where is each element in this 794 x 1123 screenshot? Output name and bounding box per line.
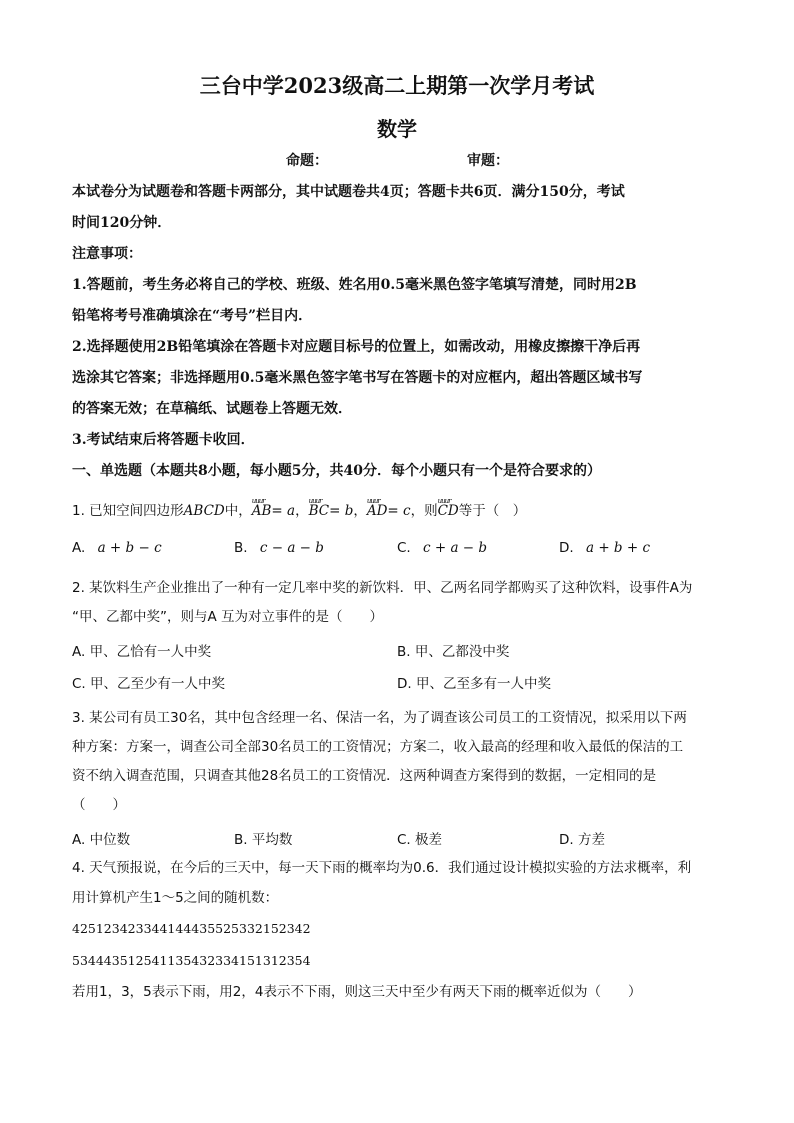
exam-subject: 数学 [377, 117, 417, 141]
question-3-line-1: 3. 某公司有员工30名，其中包含经理一名、保洁一名，为了调查该公司员工的工资情况，拟采用以下两 [72, 710, 687, 726]
option-letter: A. [72, 540, 86, 556]
q3-option-b[interactable]: B. 平均数 [234, 832, 293, 848]
author-label: 命题： [286, 153, 328, 169]
reviewer-label: 审题： [467, 153, 509, 169]
note-2-line-2: 选涂其它答案；非选择题用0.5毫米黑色签字笔书写在答题卡的对应框内，超出答题区域书写 [72, 370, 643, 386]
option-expr: a + b + c [585, 540, 651, 556]
intro-line-2: 时间120分钟． [72, 215, 172, 231]
q3-option-a[interactable]: A. 中位数 [72, 832, 131, 848]
q1-then: ，则 [410, 503, 438, 519]
vector-bc: uuur BC [309, 497, 330, 525]
q1-mid: 中， [224, 503, 252, 519]
q1-option-d[interactable] [559, 540, 650, 556]
question-4-line-1: 4. 天气预报说，在今后的三天中，每一天下雨的概率均为0.6．我们通过设计模拟实验的方法求概率，利 [72, 860, 692, 876]
question-2-line-1: 2. 某饮料生产企业推出了一种有一定几率中奖的新饮料．甲、乙两名同学都购买了这种饮料，设事件A为 [72, 580, 693, 596]
q2-option-b[interactable]: B. 甲、乙都没中奖 [397, 644, 510, 660]
exam-title: 三台中学2023级高二上期第一次学月考试 [199, 73, 595, 98]
question-4-line-3: 若用1，3，5表示下雨，用2，4表示不下雨，则这三天中至少有两天下雨的概率近似为（ ） [72, 984, 642, 1000]
option-letter: B. [234, 540, 248, 556]
note-1-line-1: 1.答题前，考生务必将自己的学校、班级、姓名用0.5毫米黑色签字笔填写清楚，同时用2B [72, 277, 637, 293]
q1-option-a[interactable] [72, 540, 162, 556]
note-1-line-2: 铅笔将考号准确填涂在“考号”栏目内． [72, 308, 313, 324]
q2-option-d[interactable]: D. 甲、乙至多有一人中奖 [397, 676, 551, 692]
q1-suffix: 等于（ ） [458, 503, 527, 519]
q3-option-c[interactable]: C. 极差 [397, 832, 443, 848]
note-2-line-3: 的答案无效；在草稿纸、试题卷上答题无效． [72, 401, 352, 417]
vector-ab: uuur AB [252, 497, 272, 525]
q1-eq-c: = c [387, 503, 411, 519]
q2-option-a[interactable]: A. 甲、乙恰有一人中奖 [72, 644, 212, 660]
question-3-line-4: （ ） [72, 797, 126, 813]
note-3: 3.考试结束后将答题卡收回． [72, 432, 255, 448]
q1-option-b[interactable] [234, 540, 324, 556]
question-3-line-3: 资不纳入调查范围，只调查其他28名员工的工资情况．这两种调查方案得到的数据，一定相同的是 [72, 768, 657, 784]
question-3-line-2: 种方案：方案一，调查公司全部30名员工的工资情况；方案二，收入最高的经理和收入最低的保洁的工 [72, 739, 684, 755]
option-letter: C. [397, 540, 411, 556]
q3-option-d[interactable]: D. 方差 [559, 832, 605, 848]
option-letter: D. [559, 540, 574, 556]
vector-ad: uuur AD [367, 497, 388, 525]
q1-prefix: 1. 已知空间四边形 [72, 503, 184, 519]
question-2-line-2: “甲、乙都中奖”，则与A 互为对立事件的是（ ） [72, 609, 384, 625]
q1-eq-b: = b [329, 503, 354, 519]
notes-heading: 注意事项： [72, 246, 142, 262]
q2-option-c[interactable]: C. 甲、乙至少有一人中奖 [72, 676, 226, 692]
random-digits-row-1: 425123423344144435525332152342 [72, 921, 311, 936]
q1-shape: ABCD [183, 503, 225, 519]
option-expr: c + a − b [423, 540, 488, 556]
option-expr: c − a − b [259, 540, 324, 556]
section-1-heading: 一、单选题（本题共8小题，每小题5分，共40分．每个小题只有一个是符合要求的） [72, 463, 601, 479]
random-digits-row-2: 534443512541135432334151312354 [72, 953, 311, 968]
q1-sep-1: ， [295, 503, 309, 519]
note-2-line-1: 2.选择题使用2B铅笔填涂在答题卡对应题目标号的位置上，如需改动，用橡皮擦擦干净后再 [72, 339, 641, 355]
vector-cd: uuur CD [438, 497, 459, 525]
q1-option-c[interactable] [397, 540, 487, 556]
q1-sep-2: ， [353, 503, 367, 519]
intro-line-1: 本试卷分为试题卷和答题卡两部分，其中试题卷共4页；答题卡共6页．满分150分，考试 [72, 184, 625, 200]
q1-eq-a: = a [271, 503, 296, 519]
question-4-line-2: 用计算机产生1～5之间的随机数： [72, 890, 279, 906]
question-1-stem [72, 497, 724, 525]
option-expr: a + b − c [97, 540, 162, 556]
